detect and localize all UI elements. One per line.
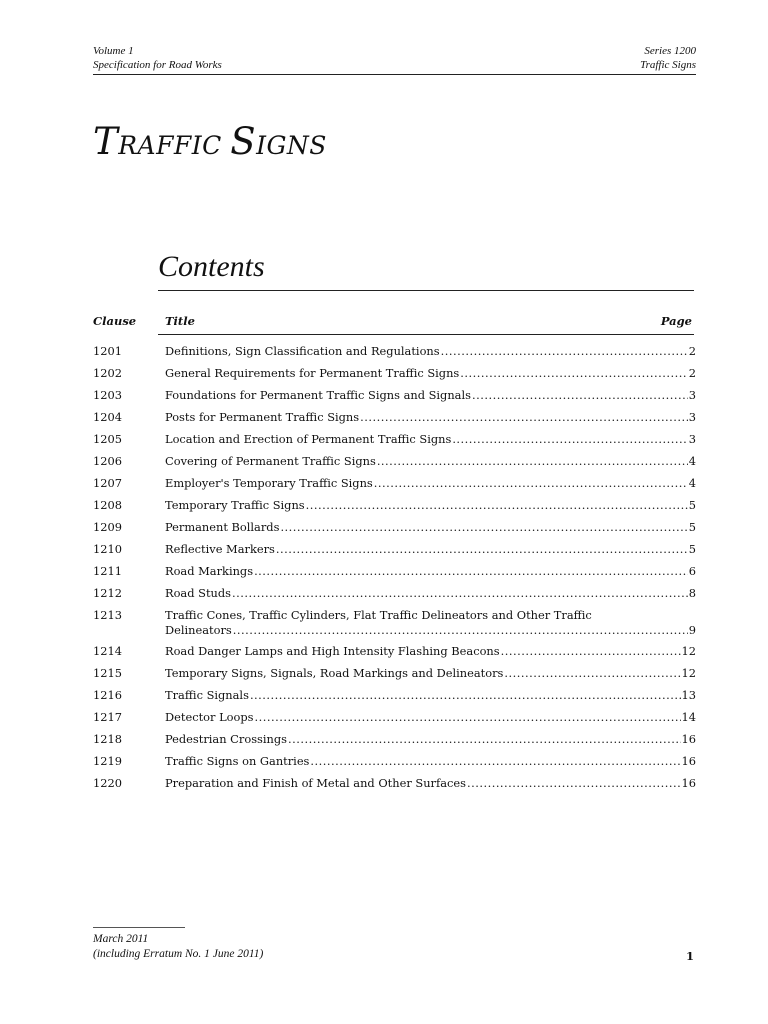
toc-header (93, 312, 694, 332)
page-ref: 3 (688, 410, 696, 424)
series-label: Series 1200 (644, 45, 696, 57)
clause-number: 1207 (93, 476, 122, 490)
clause-title: Road Studs (165, 586, 231, 600)
clause-number: 1215 (93, 666, 122, 680)
toc-row[interactable] (93, 430, 696, 452)
title-word-2: IGNS (256, 131, 327, 160)
toc-row[interactable] (93, 642, 696, 664)
clause-title: Covering of Permanent Traffic Signs (165, 454, 376, 468)
toc-row[interactable] (93, 686, 696, 708)
dot-leader (288, 732, 680, 747)
clause-title: Traffic Signs on Gantries (165, 754, 310, 768)
clause-number: 1214 (93, 644, 122, 658)
dot-leader (460, 366, 687, 381)
clause-title: Employer's Temporary Traffic Signs (165, 476, 373, 490)
toc-row[interactable] (93, 730, 696, 752)
clause-title: Traffic Signals (165, 688, 249, 702)
specification-label: Specification for Road Works (93, 59, 222, 71)
dot-leader (310, 754, 680, 769)
clause-number: 1210 (93, 542, 122, 556)
page-ref: 5 (688, 498, 696, 512)
dot-leader (276, 542, 688, 557)
header-left (93, 44, 222, 72)
dot-leader (250, 688, 681, 703)
toc-row[interactable] (93, 518, 696, 540)
dot-leader (472, 388, 688, 403)
clause-title: Foundations for Permanent Traffic Signs and Signals (165, 388, 471, 402)
dot-leader (501, 644, 681, 659)
clause-number: 1203 (93, 388, 122, 402)
page-ref: 16 (681, 754, 696, 768)
page-header (93, 44, 696, 75)
header-right (640, 44, 696, 72)
page-footer (93, 928, 696, 968)
dot-leader (467, 776, 681, 791)
toc-row[interactable] (93, 664, 696, 686)
page-ref: 2 (688, 344, 696, 358)
toc-row[interactable] (93, 708, 696, 730)
title-initial-2: S (230, 120, 257, 163)
toc-row[interactable] (93, 606, 696, 642)
page-ref: 2 (688, 366, 696, 380)
title-word-1: RAFFIC (118, 131, 231, 160)
toc-row[interactable] (93, 474, 696, 496)
dot-leader (504, 666, 680, 681)
dot-leader (360, 410, 688, 425)
toc-row[interactable] (93, 752, 696, 774)
volume-label: Volume 1 (93, 45, 134, 57)
clause-title: Posts for Permanent Traffic Signs (165, 410, 360, 424)
clause-column-header: Clause (93, 314, 137, 328)
page-column-header: Page (660, 314, 692, 328)
page-ref: 3 (688, 388, 696, 402)
page-ref: 16 (681, 776, 696, 790)
toc-row[interactable] (93, 584, 696, 606)
dot-leader (441, 344, 688, 359)
footer-date: March 2011 (93, 933, 149, 945)
clause-number: 1219 (93, 754, 122, 768)
page-ref: 4 (688, 476, 696, 490)
clause-title: Reflective Markers (165, 542, 275, 556)
dot-leader (377, 454, 688, 469)
contents-heading: Contents (158, 250, 265, 283)
page-ref: 5 (688, 542, 696, 556)
clause-number: 1208 (93, 498, 122, 512)
clause-title: Preparation and Finish of Metal and Other Surfaces (165, 776, 466, 790)
toc-row[interactable] (93, 496, 696, 518)
toc-row[interactable] (93, 774, 696, 796)
clause-number: 1202 (93, 366, 122, 380)
clause-title: Location and Erection of Permanent Traffic Signs (165, 432, 452, 446)
toc-row[interactable] (93, 408, 696, 430)
dot-leader (254, 564, 688, 579)
clause-title: Definitions, Sign Classification and Regulations (165, 344, 440, 358)
topic-label: Traffic Signs (640, 59, 696, 71)
clause-number: 1216 (93, 688, 122, 702)
clause-title: Temporary Traffic Signs (165, 498, 305, 512)
clause-title: Detector Loops (165, 710, 254, 724)
footer-erratum: (including Erratum No. 1 June 2011) (93, 948, 264, 960)
toc-row[interactable] (93, 452, 696, 474)
dot-leader (232, 586, 688, 601)
clause-number: 1218 (93, 732, 122, 746)
dot-leader (255, 710, 681, 725)
page-ref: 4 (688, 454, 696, 468)
page-ref: 16 (681, 732, 696, 746)
page-ref: 12 (681, 644, 696, 658)
clause-title: Permanent Bollards (165, 520, 280, 534)
toc-header-divider (158, 334, 694, 335)
contents-divider (158, 290, 694, 291)
page-ref: 8 (688, 586, 696, 600)
toc-row[interactable] (93, 386, 696, 408)
title-initial-1: T (93, 120, 119, 163)
clause-title: Temporary Signs, Signals, Road Markings and Delineators (165, 666, 504, 680)
toc-row[interactable] (93, 562, 696, 584)
clause-title: Pedestrian Crossings (165, 732, 288, 746)
clause-number: 1204 (93, 410, 122, 424)
toc-row[interactable] (93, 342, 696, 364)
page-ref: 6 (688, 564, 696, 578)
toc-row[interactable] (93, 364, 696, 386)
clause-title: Road Markings (165, 564, 254, 578)
page-number: 1 (685, 949, 694, 963)
page-ref: 3 (688, 432, 696, 446)
document-title (93, 120, 327, 163)
dot-leader (233, 623, 688, 638)
clause-number: 1220 (93, 776, 122, 790)
toc-row[interactable] (93, 540, 696, 562)
dot-leader (306, 498, 688, 513)
table-of-contents (93, 342, 696, 796)
page-ref: 12 (681, 666, 696, 680)
dot-leader (452, 432, 687, 447)
title-column-header: Title (165, 314, 195, 328)
clause-title: Road Danger Lamps and High Intensity Flashing Beacons (165, 644, 500, 658)
clause-title: General Requirements for Permanent Traffic Signs (165, 366, 460, 380)
page-ref: 5 (688, 520, 696, 534)
clause-title-line-1: Traffic Cones, Traffic Cylinders, Flat Traffic Delineators and Other Traffic (165, 608, 592, 622)
page-ref: 13 (681, 688, 696, 702)
clause-number: 1205 (93, 432, 122, 446)
clause-number: 1217 (93, 710, 122, 724)
dot-leader (280, 520, 687, 535)
clause-number: 1211 (93, 564, 122, 578)
page-ref: 9 (688, 623, 696, 637)
clause-number: 1212 (93, 586, 122, 600)
clause-number: 1206 (93, 454, 122, 468)
clause-number: 1201 (93, 344, 122, 358)
page-ref: 14 (681, 710, 696, 724)
clause-number: 1209 (93, 520, 122, 534)
clause-number: 1213 (93, 608, 122, 622)
clause-title: Delineators (165, 623, 232, 637)
dot-leader (374, 476, 688, 491)
